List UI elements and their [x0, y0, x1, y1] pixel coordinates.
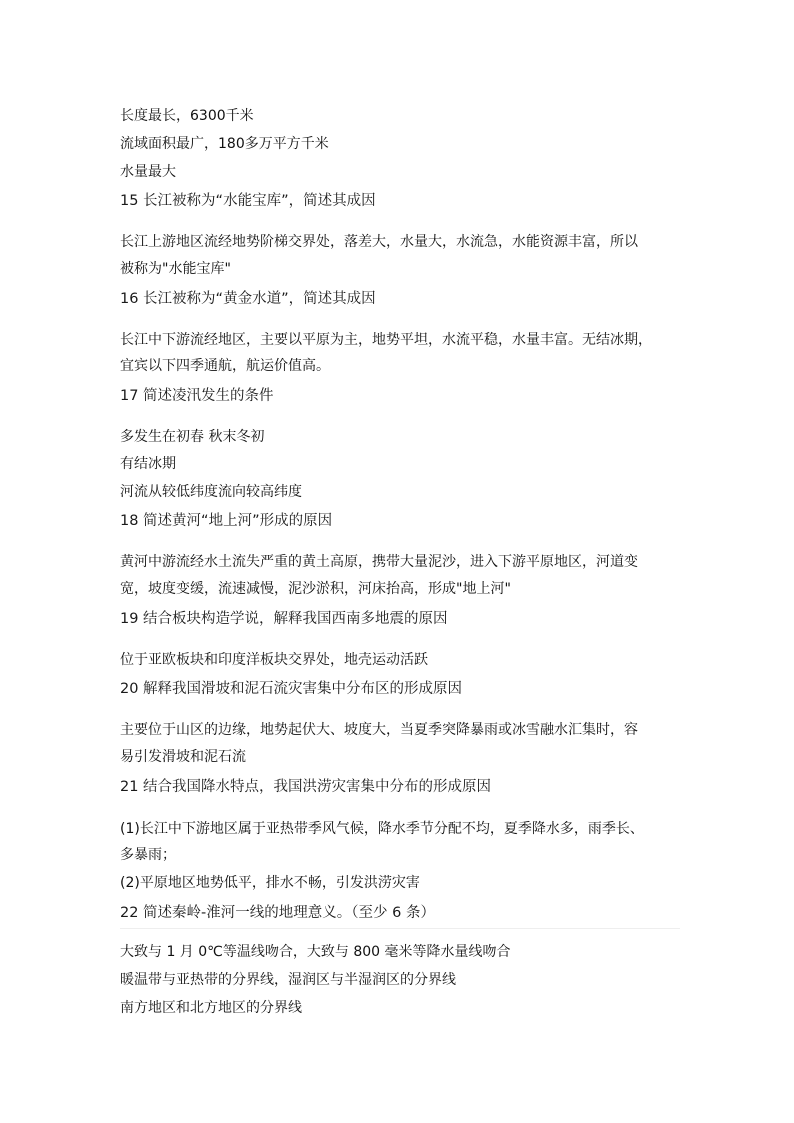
answer-line: 水量最大	[120, 164, 176, 180]
answer-line: (1)长江中下游地区属于亚热带季风气候，降水季节分配不均，夏季降水多，雨季长、	[120, 821, 644, 837]
answer-line: 宜宾以下四季通航，航运价值高。	[120, 358, 330, 374]
answer-line: 黄河中游流经水土流失严重的黄土高原，携带大量泥沙，进入下游平原地区，河道变	[120, 554, 638, 570]
answer-line: 南方地区和北方地区的分界线	[120, 1000, 302, 1016]
question-22: 22 简述秦岭-淮河一线的地理意义。（至少 6 条）	[120, 905, 435, 921]
answer-line: 大致与 1 月 0℃等温线吻合，大致与 800 毫米等降水量线吻合	[120, 944, 511, 960]
answer-line: 主要位于山区的边缘，地势起伏大、坡度大，当夏季突降暴雨或冰雪融水汇集时，容	[120, 722, 638, 738]
answer-line: 宽，坡度变缓，流速减慢，泥沙淤积，河床抬高，形成"地上河"	[120, 581, 511, 597]
answer-line: 位于亚欧板块和印度洋板块交界处，地壳运动活跃	[120, 652, 428, 668]
answer-line: 长度最长，6300千米	[120, 108, 254, 124]
answer-line: 被称为"水能宝库"	[120, 261, 231, 277]
answer-line: 多暴雨；	[120, 847, 176, 863]
answer-line: 有结冰期	[120, 456, 176, 472]
answer-line: 流域面积最广，180多万平方千米	[120, 136, 329, 152]
answer-line: (2)平原地区地势低平，排水不畅，引发洪涝灾害	[120, 875, 420, 891]
question-16: 16 长江被称为“黄金水道”，简述其成因	[120, 291, 376, 307]
answer-line: 长江上游地区流经地势阶梯交界处，落差大，水量大，水流急，水能资源丰富，所以	[120, 234, 638, 250]
answer-line: 多发生在初春 秋末冬初	[120, 429, 265, 445]
answer-line: 易引发滑坡和泥石流	[120, 749, 246, 765]
question-19: 19 结合板块构造学说，解释我国西南多地震的原因	[120, 611, 448, 627]
question-15: 15 长江被称为“水能宝库”，简述其成因	[120, 193, 376, 209]
question-18: 18 简述黄河“地上河”形成的原因	[120, 513, 333, 529]
divider	[120, 928, 680, 929]
answer-line: 暖温带与亚热带的分界线，湿润区与半湿润区的分界线	[120, 972, 456, 988]
question-17: 17 简述凌汛发生的条件	[120, 388, 274, 404]
question-21: 21 结合我国降水特点，我国洪涝灾害集中分布的形成原因	[120, 779, 492, 795]
question-20: 20 解释我国滑坡和泥石流灾害集中分布区的形成原因	[120, 681, 463, 697]
answer-line: 河流从较低纬度流向较高纬度	[120, 484, 302, 500]
answer-line: 长江中下游流经地区，主要以平原为主，地势平坦，水流平稳，水量丰富。无结冰期，	[120, 332, 652, 348]
